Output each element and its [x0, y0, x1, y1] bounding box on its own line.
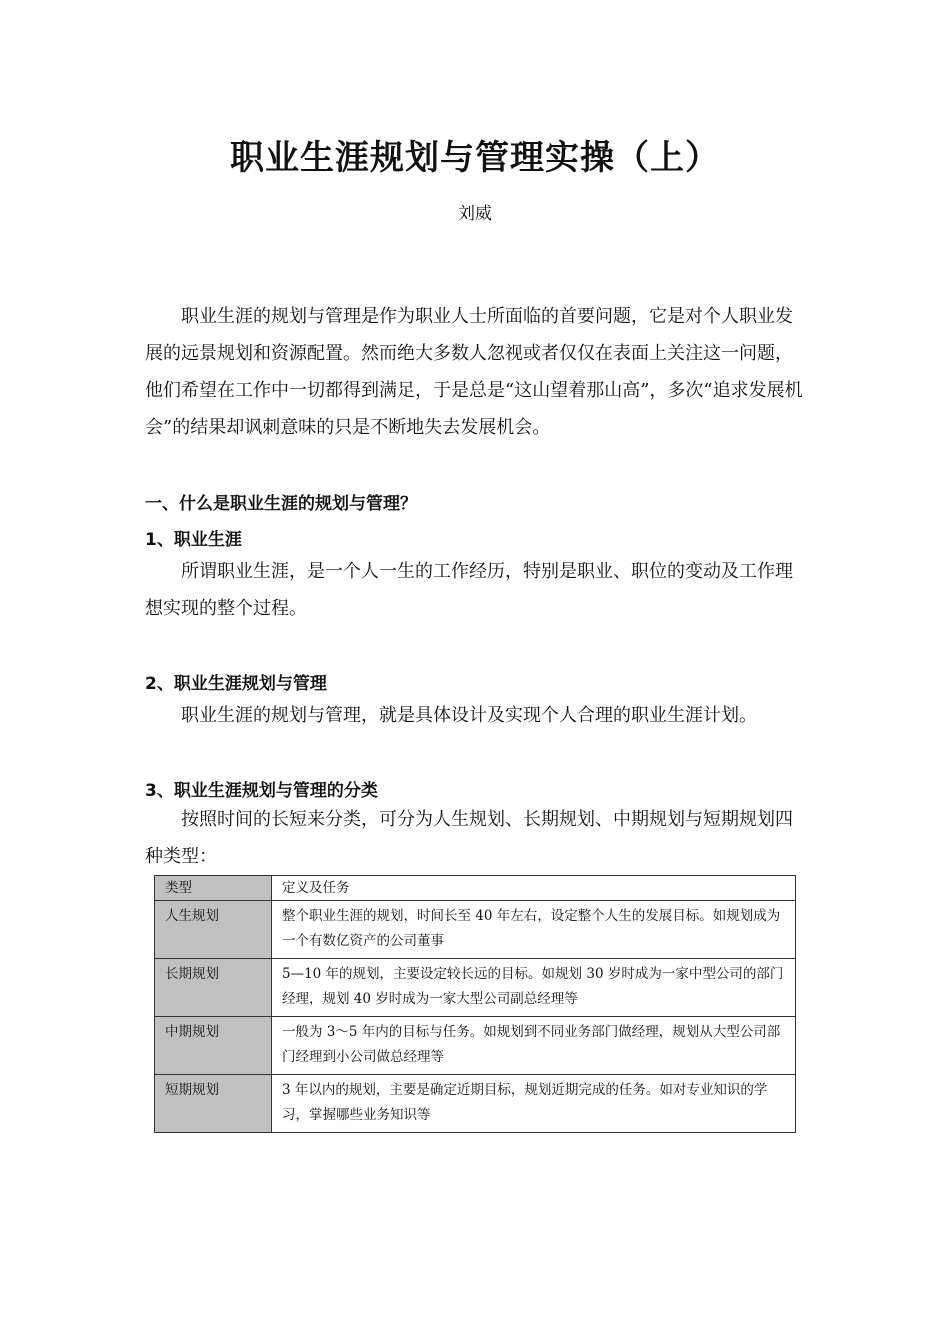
subsection-text-2: 职业生涯的规划与管理，就是具体设计及实现个人合理的职业生涯计划。 [181, 705, 757, 726]
subsection-heading-3: 3、职业生涯规划与管理的分类 [145, 781, 378, 801]
table-row [155, 1017, 796, 1075]
row-type-cell: 人生规划 [155, 901, 272, 959]
subsection-text-1: 所谓职业生涯，是一个人一生的工作经历，特别是职业、职位的变动及工作理想实现的整个过程。 [145, 561, 793, 619]
row-type-cell: 中期规划 [155, 1017, 272, 1075]
header-desc-cell: 定义及任务 [272, 876, 796, 901]
subsection-heading-2: 2、职业生涯规划与管理 [145, 674, 327, 694]
table-row [155, 1075, 796, 1133]
table-header-row [155, 876, 796, 901]
row-desc-cell: 3 年以内的规划，主要是确定近期目标，规划近期完成的任务。如对专业知识的学习，掌握哪些业务知识等 [272, 1075, 796, 1133]
table-row [155, 959, 796, 1017]
row-desc-cell: 一般为 3～5 年内的目标与任务。如规划到不同业务部门做经理，规划从大型公司部门经理到小公司做总经理等 [272, 1017, 796, 1075]
page-title: 职业生涯规划与管理实操（上） [230, 138, 720, 178]
section-heading: 一、什么是职业生涯的规划与管理？ [145, 494, 417, 514]
row-type-cell: 长期规划 [155, 959, 272, 1017]
table-row [155, 901, 796, 959]
header-type-cell: 类型 [155, 876, 272, 901]
row-desc-cell: 5—10 年的规划，主要设定较长远的目标。如规划 30 岁时成为一家中型公司的部门经理，规划 40 岁时成为一家大型公司副总经理等 [272, 959, 796, 1017]
subsection-heading-1: 1、职业生涯 [145, 530, 242, 550]
subsection-text-3: 按照时间的长短来分类，可分为人生规划、长期规划、中期规划与短期规划四种类型： [145, 809, 793, 867]
planning-types-table [154, 875, 796, 1133]
author-name: 刘威 [458, 204, 492, 224]
intro-paragraph: 职业生涯的规划与管理是作为职业人士所面临的首要问题，它是对个人职业发展的远景规划和资源配置。然而绝大多数人忽视或者仅仅在表面上关注这一问题，他们希望在工作中一切都得到满足，于是总是“这山望着那山高”，多次“追求发展机会”的结果却讽刺意味的只是不断地失去发展机会。 [145, 306, 803, 438]
row-type-cell: 短期规划 [155, 1075, 272, 1133]
row-desc-cell: 整个职业生涯的规划，时间长至 40 年左右，设定整个人生的发展目标。如规划成为一个有数亿资产的公司董事 [272, 901, 796, 959]
